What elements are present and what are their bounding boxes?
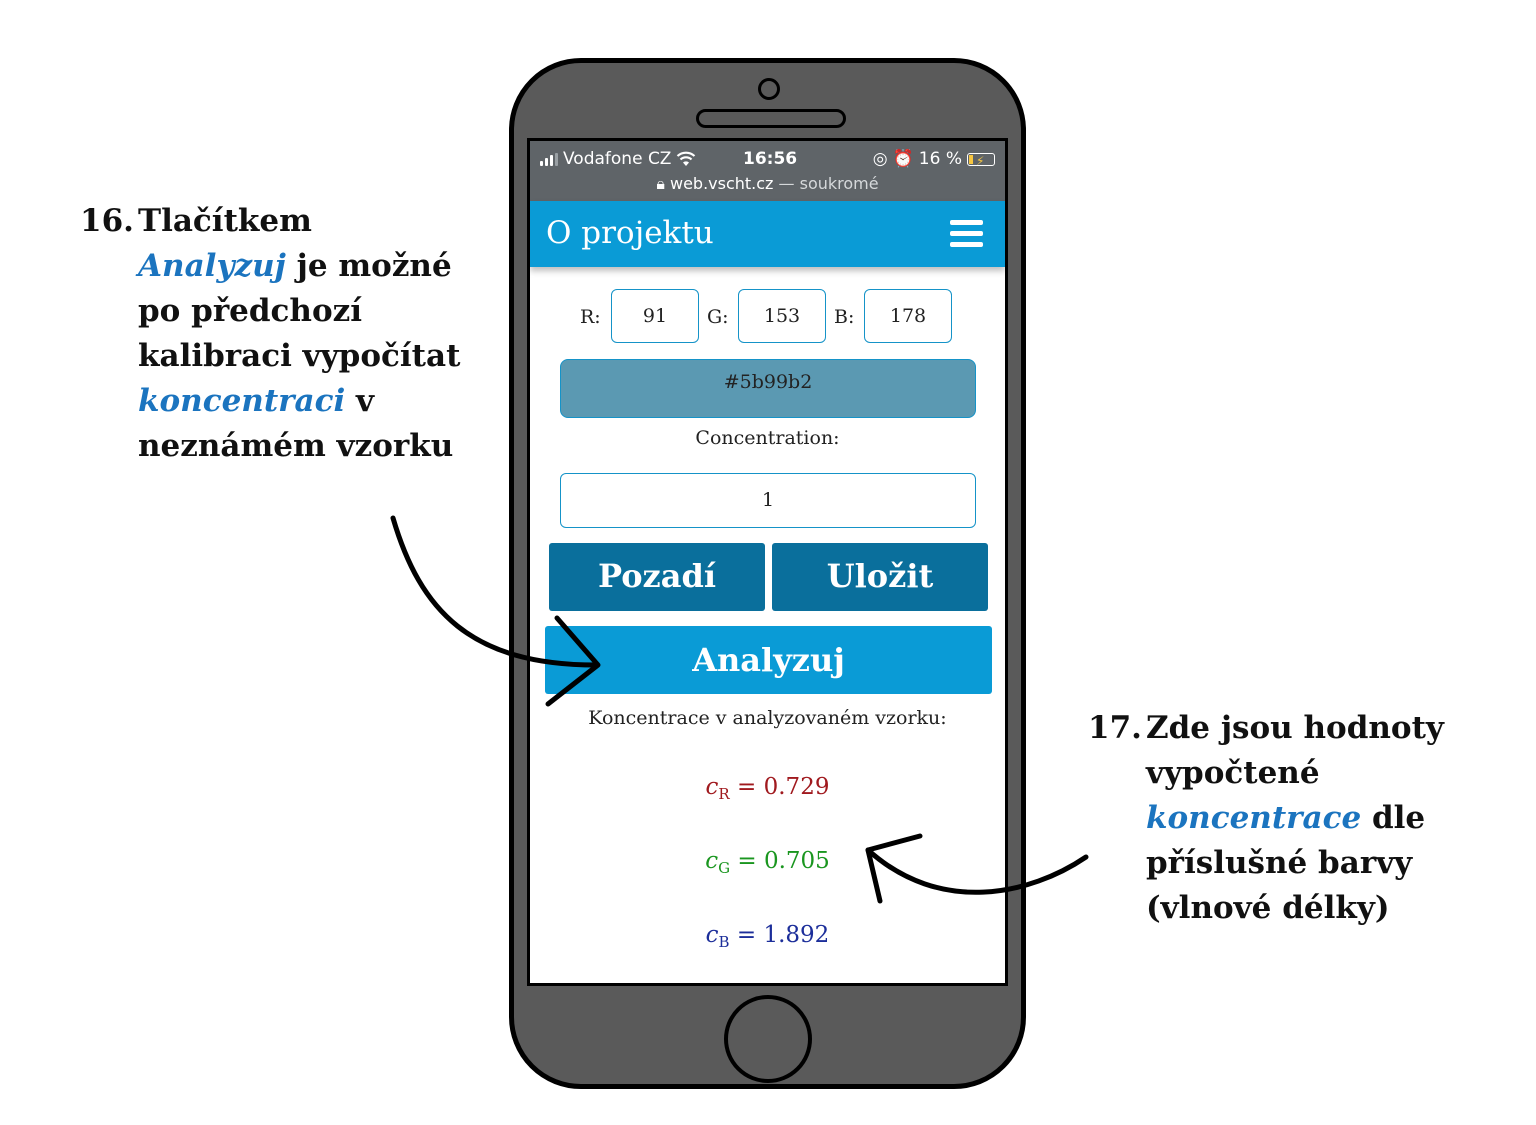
annotation-line: Tlačítkem bbox=[138, 203, 312, 239]
lock-icon: 🔒︎ bbox=[656, 174, 665, 193]
result-value: = 0.705 bbox=[737, 848, 830, 874]
annotation-highlight: koncentraci bbox=[138, 383, 346, 419]
annotation-text: je možné bbox=[285, 248, 452, 284]
rotation-lock-icon: ◎ bbox=[872, 149, 888, 169]
analyze-button[interactable]: Analyzuj bbox=[545, 626, 992, 694]
camera-icon bbox=[758, 78, 780, 100]
phone-screen bbox=[527, 138, 1008, 986]
annotation-line: kalibraci vypočítat bbox=[138, 338, 461, 374]
r-label: R: bbox=[580, 306, 601, 328]
annotation-line: vypočtené bbox=[1146, 755, 1320, 791]
annotation-number: 17. bbox=[1088, 710, 1142, 746]
page-title: O projektu bbox=[546, 215, 714, 251]
annotation-highlight: koncentrace bbox=[1146, 800, 1362, 836]
concentration-symbol: c bbox=[705, 774, 719, 800]
channel-subscript: R bbox=[718, 785, 730, 803]
results-heading: Koncentrace v analyzovaném vzorku: bbox=[588, 707, 947, 729]
annotation-line: příslušné barvy bbox=[1146, 845, 1413, 881]
b-value-input[interactable]: 178 bbox=[864, 289, 952, 343]
channel-subscript: G bbox=[718, 859, 731, 877]
carrier-name: Vodafone CZ bbox=[563, 149, 672, 169]
annotation-line bbox=[1146, 796, 1528, 841]
wifi-icon bbox=[676, 151, 696, 167]
annotation-highlight: Analyzuj bbox=[138, 248, 286, 284]
background-button[interactable]: Pozadí bbox=[549, 543, 765, 611]
save-button[interactable]: Uložit bbox=[772, 543, 988, 611]
color-swatch: #5b99b2 bbox=[560, 359, 976, 418]
r-value-input[interactable]: 91 bbox=[611, 289, 699, 343]
address-bar[interactable] bbox=[530, 174, 1005, 194]
result-blue bbox=[530, 922, 1005, 951]
channel-subscript: B bbox=[718, 933, 730, 951]
home-button[interactable] bbox=[724, 995, 812, 1083]
annotation-text: dle bbox=[1361, 800, 1426, 836]
status-icons bbox=[873, 148, 995, 170]
concentration-symbol: c bbox=[705, 848, 719, 874]
g-label: G: bbox=[707, 306, 729, 328]
concentration-symbol: c bbox=[705, 922, 719, 948]
result-value: = 0.729 bbox=[737, 774, 830, 800]
speaker-grille bbox=[696, 109, 846, 128]
annotation-text: v bbox=[345, 383, 375, 419]
concentration-label: Concentration: bbox=[695, 427, 840, 449]
battery-percent: 16 % bbox=[918, 149, 962, 169]
nav-bar bbox=[530, 201, 1005, 267]
annotation-line bbox=[138, 379, 510, 424]
alarm-icon: ⏰ bbox=[892, 149, 914, 169]
concentration-input[interactable]: 1 bbox=[560, 473, 976, 528]
status-bar bbox=[530, 141, 1005, 201]
b-label: B: bbox=[834, 306, 855, 328]
result-green bbox=[530, 848, 1005, 877]
annotation-line bbox=[138, 244, 510, 289]
signal-icon bbox=[540, 153, 558, 166]
battery-icon: ⚡ bbox=[967, 153, 995, 166]
hamburger-menu-icon[interactable] bbox=[950, 220, 983, 247]
annotation-number: 16. bbox=[80, 203, 134, 239]
annotation-line: neznámém vzorku bbox=[138, 428, 454, 464]
annotation-step-17 bbox=[1088, 706, 1528, 931]
annotation-line: Zde jsou hodnoty bbox=[1146, 710, 1444, 746]
annotation-line: po předchozí bbox=[138, 293, 363, 329]
annotation-line: (vlnové délky) bbox=[1146, 890, 1390, 926]
url-text: web.vscht.cz bbox=[669, 174, 774, 193]
annotation-step-16 bbox=[80, 199, 510, 469]
clock: 16:56 bbox=[743, 149, 798, 169]
result-red bbox=[530, 774, 1005, 803]
g-value-input[interactable]: 153 bbox=[738, 289, 826, 343]
private-label: — soukromé bbox=[778, 174, 879, 193]
carrier-info bbox=[540, 148, 696, 170]
result-value: = 1.892 bbox=[736, 922, 830, 948]
